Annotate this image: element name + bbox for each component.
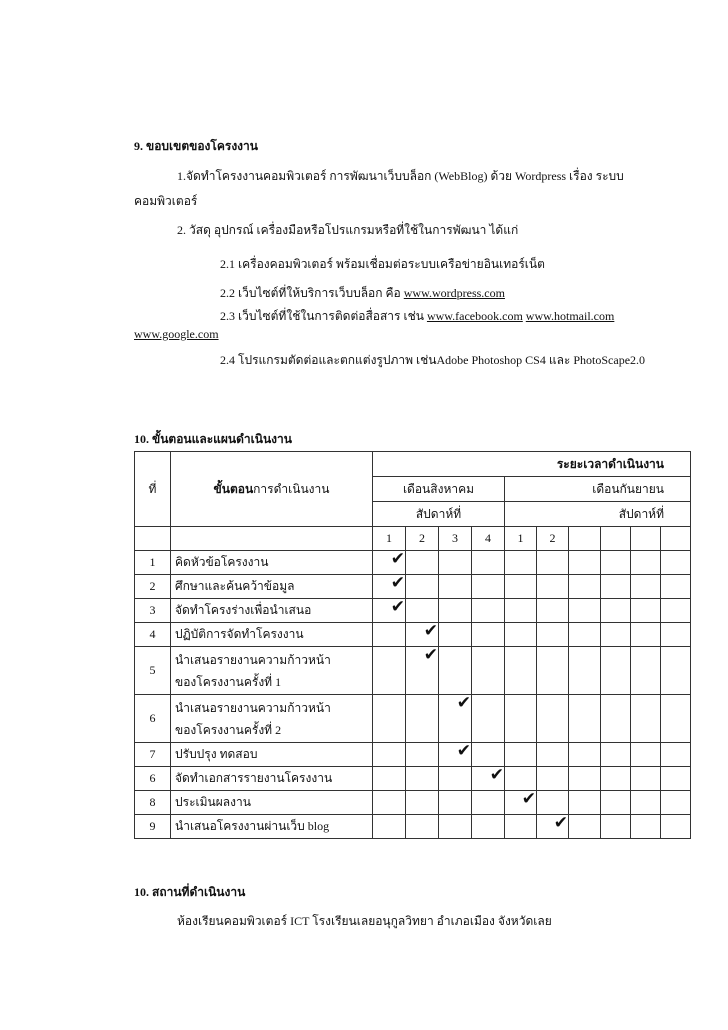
schedule-cell [601,767,631,791]
schedule-cell [406,575,439,599]
schedule-cell [472,575,505,599]
schedule-cell [373,743,406,767]
schedule-cell [439,647,472,695]
week-number-row [135,527,691,551]
schedule-cell [537,791,569,815]
schedule-cell [569,767,601,791]
schedule-cell [631,815,661,839]
schedule-cell [537,551,569,575]
step-line: ปฏิบัติการจัดทำโครงงาน [175,627,304,641]
step-line: ของโครงงานครั้งที่ 2 [175,722,282,737]
sub22-text: 2.2 เว็บไซต์ที่ให้บริการเว็บบล็อก คือ [220,286,404,300]
week-number-cell: 1 [373,527,406,551]
schedule-cell [631,647,661,695]
row-step [171,767,373,791]
schedule-cell [601,647,631,695]
step-line: นำเสนอโครงงานผ่านเว็บ blog [175,819,330,833]
schedule-cell [569,791,601,815]
row-step [171,599,373,623]
section10-heading: 10. ขั้นตอนและแผนดำเนินงาน [134,432,292,446]
table-row [135,791,691,815]
week-number-cell: 2 [406,527,439,551]
row-number: 8 [135,791,171,815]
row-number: 4 [135,623,171,647]
schedule-cell [569,743,601,767]
schedule-cell [439,575,472,599]
row-number: 7 [135,743,171,767]
month2-header: เดือนกันยายน [505,477,691,502]
schedule-cell [472,791,505,815]
schedule-cell [569,575,601,599]
schedule-cell [661,791,691,815]
period-header: ระยะเวลาดำเนินงาน [373,452,691,477]
schedule-cell [373,647,406,695]
row-step [171,791,373,815]
schedule-cell [472,623,505,647]
section11-heading: 10. สถานที่ดำเนินงาน [134,885,246,899]
table-row [135,647,691,695]
month1-header: เดือนสิงหาคม [373,477,505,502]
check-icon: ✔ [423,645,438,665]
schedule-cell [631,623,661,647]
schedule-cell [373,695,406,743]
schedule-cell [569,599,601,623]
week-number-cell [569,527,601,551]
schedule-cell [537,767,569,791]
schedule-cell [406,695,439,743]
schedule-cell [601,575,631,599]
schedule-cell [601,623,631,647]
schedule-cell [373,815,406,839]
plan-table [134,451,691,839]
schedule-cell [505,767,537,791]
check-icon: ✔ [489,765,504,785]
schedule-cell [439,815,472,839]
schedule-cell [661,599,691,623]
check-icon: ✔ [390,549,405,569]
schedule-cell [439,791,472,815]
row-number: 6 [135,695,171,743]
schedule-cell [373,767,406,791]
row-step [171,623,373,647]
check-icon: ✔ [456,693,471,713]
week-number-cell: 1 [505,527,537,551]
schedule-cell [373,599,406,623]
check-icon: ✔ [456,741,471,761]
col-step-bold: ขั้นตอน [213,481,254,496]
section9-item1-line1: 1.จัดทำโครงงานคอมพิวเตอร์ การพัฒนาเว็บบล็อก (WebBlog) ด้วย Wordpress เรื่อง ระบบ [177,169,624,183]
step-line: จัดทำเอกสารรายงานโครงงาน [175,771,333,785]
check-icon: ✔ [423,621,438,641]
google-link[interactable]: www.google.com [134,327,219,341]
schedule-cell [537,575,569,599]
schedule-cell [631,743,661,767]
schedule-cell [406,551,439,575]
section9-sub22 [220,284,505,303]
schedule-cell [631,767,661,791]
schedule-cell [505,695,537,743]
schedule-cell [631,791,661,815]
row-step [171,815,373,839]
schedule-cell [505,551,537,575]
week-number-cell: 4 [472,527,505,551]
row-number: 5 [135,647,171,695]
sub23-text: 2.3 เว็บไซต์ที่ใช้ในการติดต่อสื่อสาร เช่น [220,309,427,323]
schedule-cell [406,743,439,767]
schedule-cell [505,623,537,647]
schedule-cell [439,623,472,647]
schedule-cell [537,647,569,695]
check-icon: ✔ [521,789,536,809]
schedule-cell [406,623,439,647]
section9-sub23-cont [134,327,219,342]
schedule-cell [505,815,537,839]
check-icon: ✔ [390,573,405,593]
row-step [171,743,373,767]
schedule-cell [472,599,505,623]
schedule-cell [472,551,505,575]
schedule-cell [601,599,631,623]
schedule-cell [505,575,537,599]
section11-text: ห้องเรียนคอมพิวเตอร์ ICT โรงเรียนเลยอนุกูลวิทยา อำเภอเมือง จังหวัดเลย [177,914,552,928]
schedule-cell [439,599,472,623]
step-line: จัดทำโครงร่างเพื่อนำเสนอ [175,603,312,617]
schedule-cell [661,695,691,743]
week-number-cell [601,527,631,551]
section9-sub23 [220,307,614,326]
step-line: ของโครงงานครั้งที่ 1 [175,674,282,689]
schedule-cell [472,695,505,743]
schedule-cell [569,623,601,647]
row-number: 2 [135,575,171,599]
schedule-cell [601,551,631,575]
section9-sub21: 2.1 เครื่องคอมพิวเตอร์ พร้อมเชื่อมต่อระบบเครือข่ายอินเทอร์เน็ต [220,257,545,271]
row-number: 3 [135,599,171,623]
schedule-cell [373,791,406,815]
schedule-cell [631,551,661,575]
schedule-cell [661,767,691,791]
schedule-cell [569,695,601,743]
schedule-cell [439,743,472,767]
row-step [171,551,373,575]
schedule-cell [537,695,569,743]
table-row [135,551,691,575]
section9-item2: 2. วัสดุ อุปกรณ์ เครื่องมือหรือโปรแกรมหรือที่ใช้ในการพัฒนา ได้แก่ [177,223,519,237]
col-step-header [171,452,373,527]
week-number-cell [661,527,691,551]
schedule-cell [601,791,631,815]
facebook-link[interactable]: www.facebook.com [426,309,523,323]
schedule-cell [439,551,472,575]
week-label-2: สัปดาห์ที่ [505,502,691,527]
schedule-cell [601,743,631,767]
schedule-cell [373,623,406,647]
table-row [135,743,691,767]
section9-item1-line2: คอมพิวเตอร์ [134,194,198,208]
schedule-cell [439,695,472,743]
schedule-cell [569,647,601,695]
schedule-cell [406,791,439,815]
schedule-cell [505,599,537,623]
week-number-cell: 2 [537,527,569,551]
schedule-cell [505,647,537,695]
schedule-cell [505,743,537,767]
schedule-cell [661,743,691,767]
row-step [171,695,373,743]
schedule-cell [472,647,505,695]
schedule-cell [631,599,661,623]
schedule-cell [373,551,406,575]
schedule-cell [537,815,569,839]
table-row [135,599,691,623]
step-line: ศึกษาและค้นคว้าข้อมูล [175,579,295,593]
schedule-cell [439,767,472,791]
section9-sub24: 2.4 โปรแกรมตัดต่อและตกแต่งรูปภาพ เช่นAdobe Photoshop CS4 และ PhotoScape2.0 [220,353,646,367]
table-row [135,695,691,743]
schedule-cell [601,815,631,839]
schedule-cell [505,791,537,815]
row-number: 1 [135,551,171,575]
col-no-header: ที่ [135,452,171,527]
schedule-cell [472,743,505,767]
blank-cell [171,527,373,551]
schedule-cell [631,695,661,743]
schedule-cell [661,575,691,599]
schedule-cell [406,767,439,791]
row-step [171,575,373,599]
schedule-cell [406,599,439,623]
schedule-cell [661,647,691,695]
schedule-cell [406,815,439,839]
week-number-cell [631,527,661,551]
schedule-cell [661,623,691,647]
schedule-cell [537,623,569,647]
schedule-cell [569,815,601,839]
schedule-cell [472,815,505,839]
week-number-cell: 3 [439,527,472,551]
plan-body [135,551,691,839]
wordpress-link[interactable]: www.wordpress.com [403,286,505,300]
schedule-cell [661,551,691,575]
schedule-cell [537,743,569,767]
schedule-cell [406,647,439,695]
table-row [135,575,691,599]
section9-heading: 9. ขอบเขตของโครงงาน [134,139,258,153]
step-line: นำเสนอรายงานความก้าวหน้า [175,700,331,715]
row-step [171,647,373,695]
table-row [135,815,691,839]
schedule-cell [537,599,569,623]
col-step-rest: การดำเนินงาน [253,481,330,496]
table-row [135,767,691,791]
step-line: คิดหัวข้อโครงงาน [175,555,269,569]
check-icon: ✔ [390,597,405,617]
schedule-cell [661,815,691,839]
schedule-cell [569,551,601,575]
schedule-cell [472,767,505,791]
check-icon: ✔ [553,813,568,833]
step-line: ปรับปรุง ทดสอบ [175,747,258,761]
row-number: 9 [135,815,171,839]
row-number: 6 [135,767,171,791]
schedule-cell [601,695,631,743]
week-label-1: สัปดาห์ที่ [373,502,505,527]
hotmail-link[interactable]: www.hotmail.com [525,309,615,323]
blank-cell [135,527,171,551]
step-line: ประเมินผลงาน [175,795,251,809]
step-line: นำเสนอรายงานความก้าวหน้า [175,652,331,667]
schedule-cell [373,575,406,599]
table-row [135,623,691,647]
schedule-cell [631,575,661,599]
